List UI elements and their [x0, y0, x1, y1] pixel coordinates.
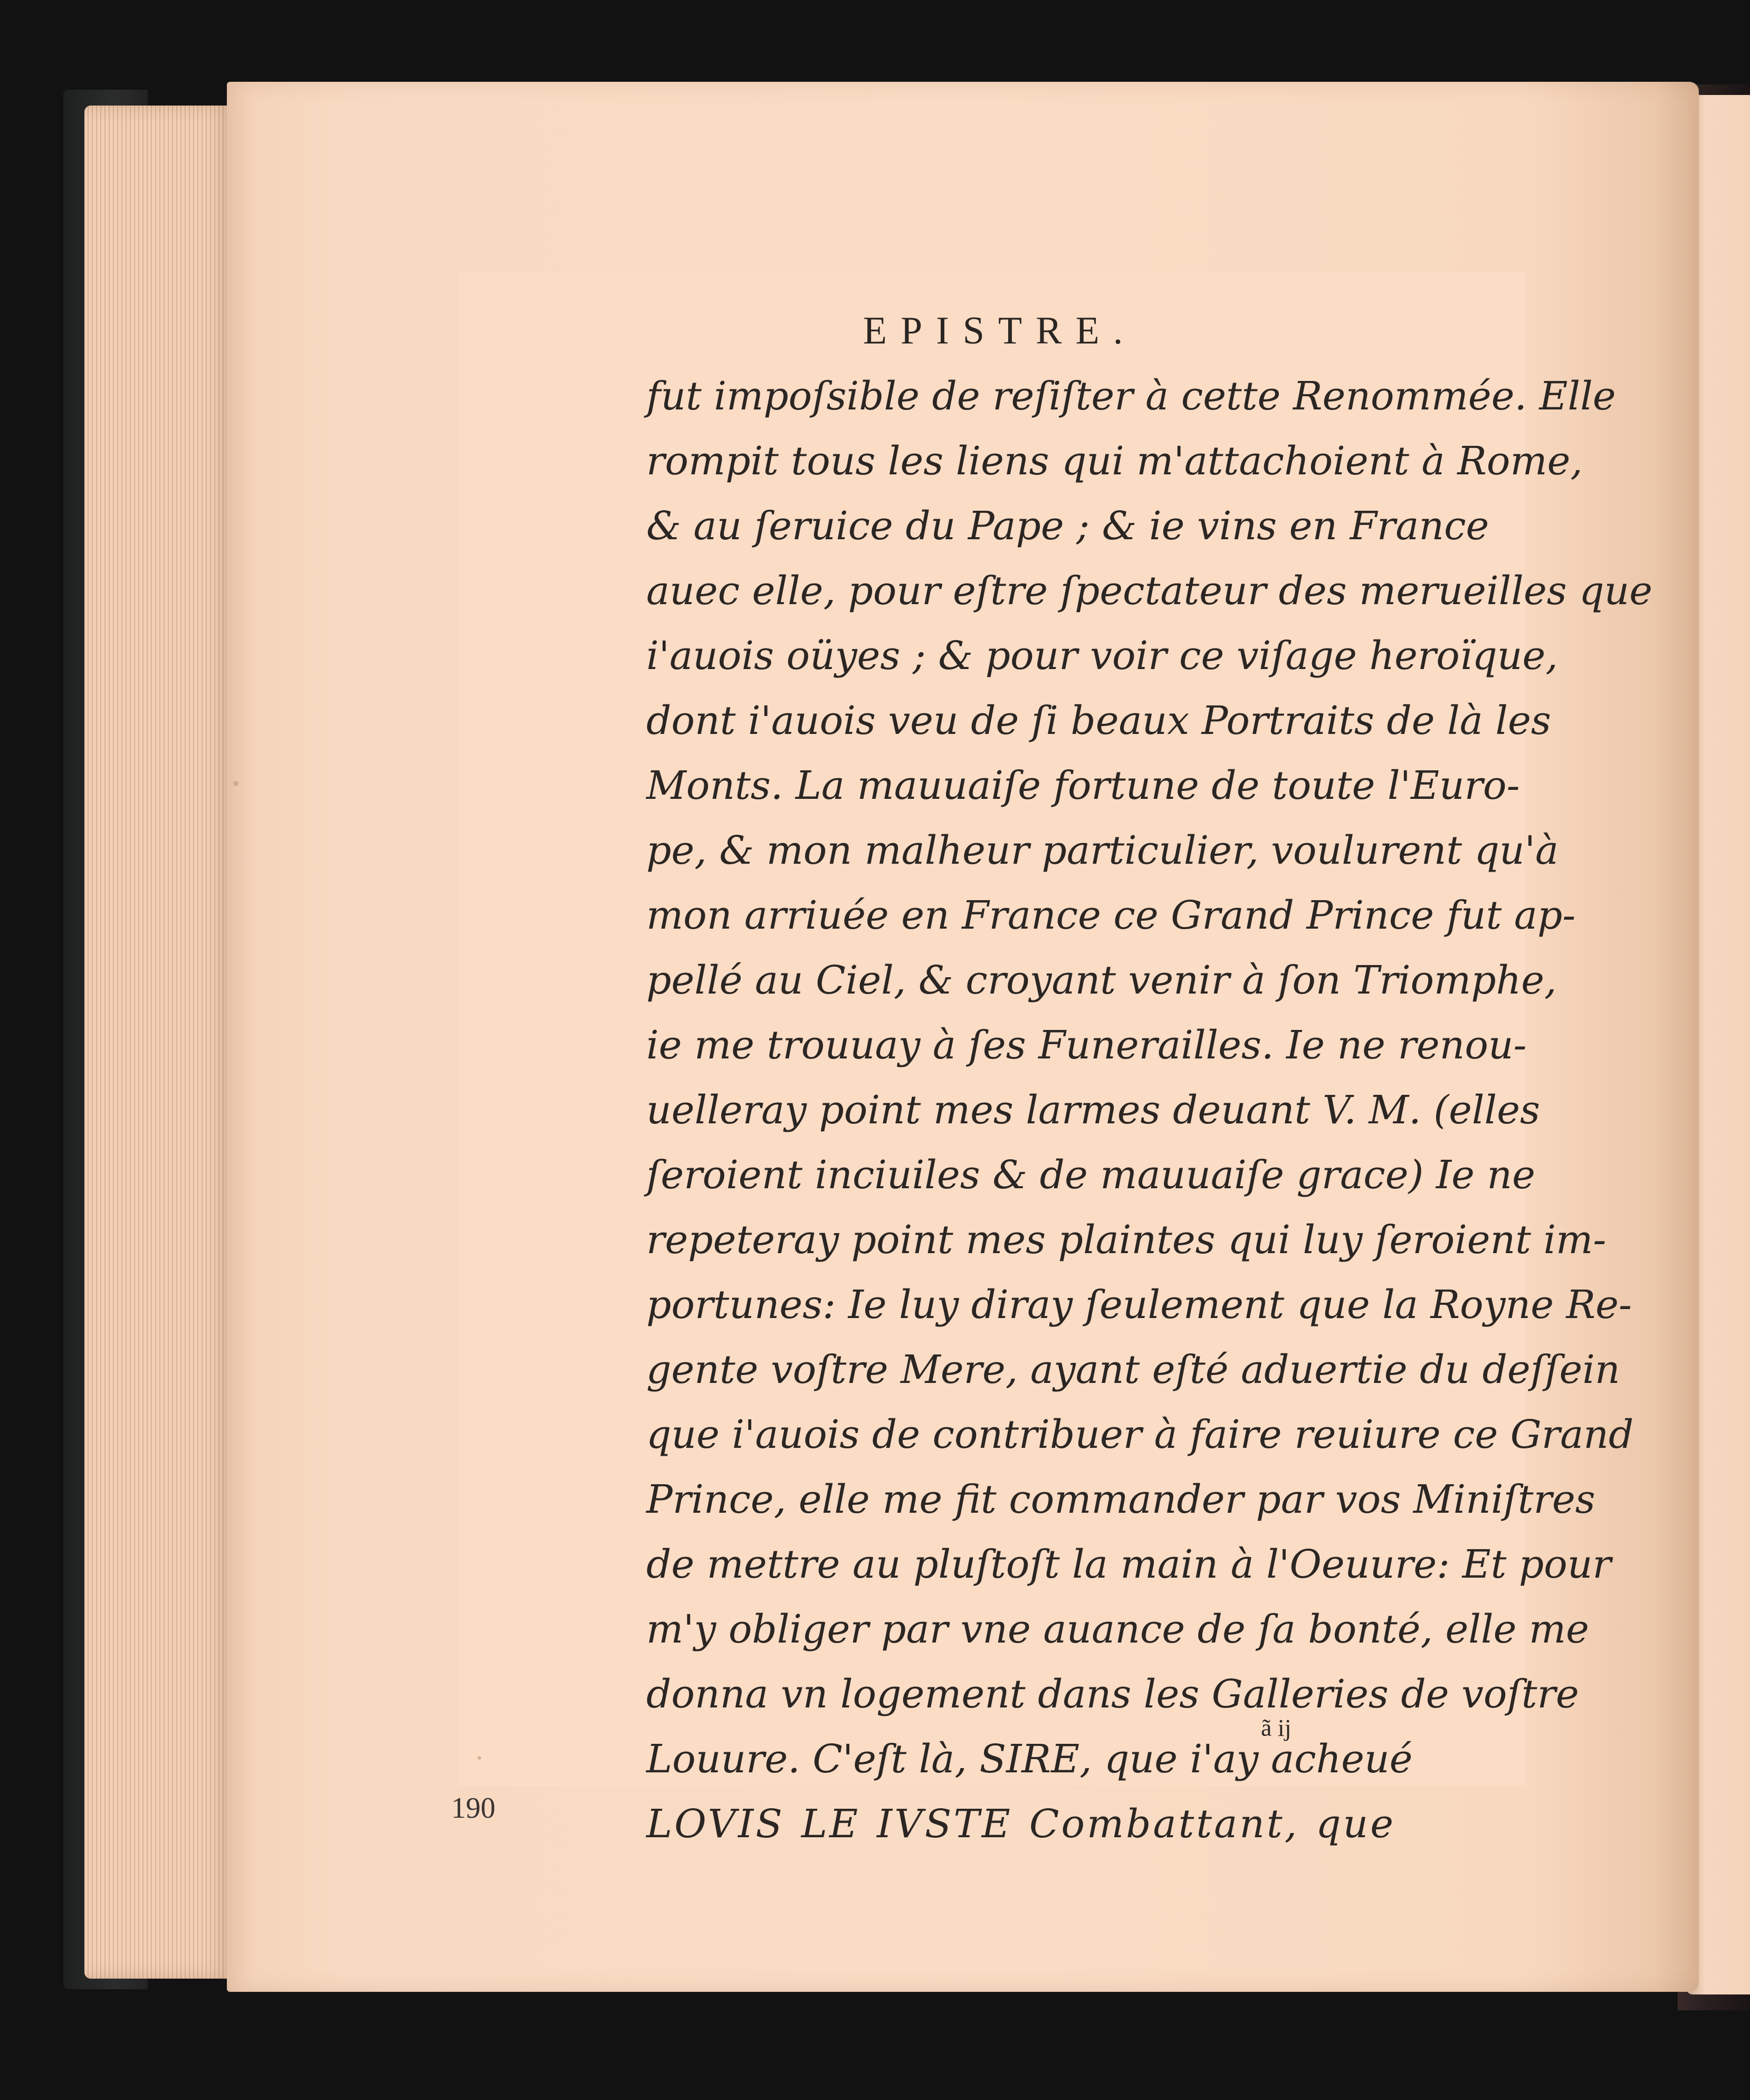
- text-line: que i'auois de contribuer à faire reuiure ce Grand: [646, 1412, 1634, 1457]
- text-line: ſeroient inciuiles & de mauuaiſe grace) Ie ne: [646, 1152, 1535, 1198]
- text-line: mon arriuée en France ce Grand Prince fut ap-: [646, 893, 1576, 938]
- text-line: pe, & mon malheur particulier, voulurent qu'à: [646, 828, 1559, 873]
- text-line: Monts. La mauuaiſe fortune de toute l'Euro-: [646, 763, 1520, 808]
- text-line: Prince, elle me fit commander par vos Miniſtres: [646, 1477, 1595, 1522]
- text-line: repeteray point mes plaintes qui luy ſeroient im-: [646, 1217, 1606, 1263]
- text-line: dont i'auois veu de ſi beaux Portraits de là les: [646, 698, 1551, 743]
- text-line: auec elle, pour eſtre ſpectateur des merueilles que: [646, 568, 1653, 614]
- text-line: gente voſtre Mere, ayant eſté aduertie du deſſein: [646, 1347, 1620, 1392]
- paper-speck: [233, 781, 238, 786]
- text-line: & au ſeruice du Pape ; & ie vins en France: [646, 503, 1489, 549]
- text-line: rompit tous les liens qui m'attachoient à Rome,: [646, 438, 1583, 484]
- text-line: i'auois oüyes ; & pour voir ce viſage heroïque,: [646, 633, 1558, 679]
- page-number: 190: [451, 1792, 495, 1825]
- text-line: de mettre au pluſtoſt la main à l'Oeuure: Et pour: [646, 1542, 1611, 1587]
- text-line: ie me trouuay à ſes Funerailles. Ie ne renou-: [646, 1023, 1527, 1068]
- paper-speck: [477, 1756, 481, 1760]
- text-line: LOVIS LE IVSTE Combattant, que: [646, 1801, 1395, 1847]
- text-line: Louure. C'eſt là, SIRE, que i'ay acheué: [646, 1736, 1413, 1782]
- text-line: m'y obliger par vne auance de ſa bonté, elle me: [646, 1607, 1589, 1652]
- page-edges-stack: [84, 106, 232, 1979]
- signature-mark: ã ij: [1261, 1714, 1292, 1741]
- running-head: EPISTRE.: [863, 309, 1137, 352]
- text-line: uelleray point mes larmes deuant V. M. (elles: [646, 1087, 1540, 1133]
- text-line: pellé au Ciel, & croyant venir à ſon Triomphe,: [646, 958, 1557, 1003]
- text-line: portunes: Ie luy diray ſeulement que la Royne Re-: [646, 1282, 1632, 1328]
- text-line: donna vn logement dans les Galleries de voſtre: [646, 1672, 1579, 1717]
- text-line: fut impoſsible de reſiſter à cette Renommée. Elle: [646, 374, 1616, 419]
- body-text: [646, 364, 1653, 1857]
